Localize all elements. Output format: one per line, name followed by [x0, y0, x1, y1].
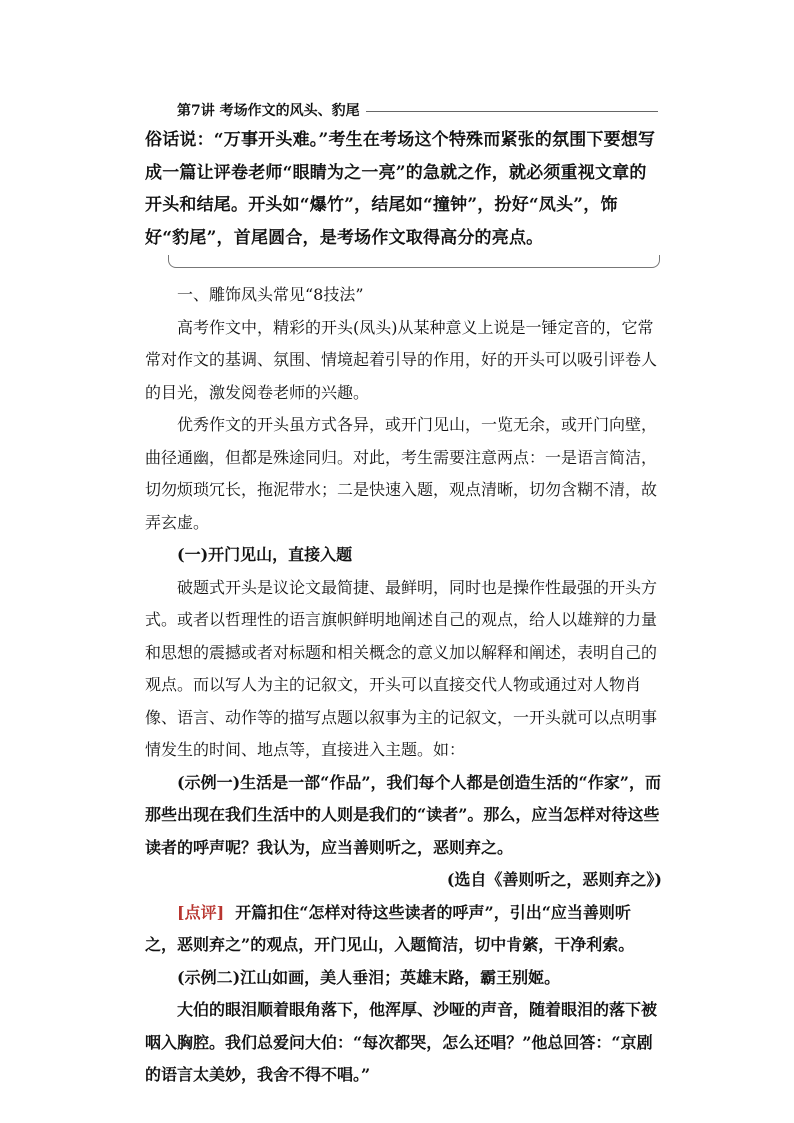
comment-paragraph — [145, 897, 662, 962]
example-one-source: (选自《善则听之，恶则弃之》) — [446, 870, 662, 889]
example-two-heading: (示例二)江山如画，美人垂泪；英雄末路，霸王别姬。 — [177, 967, 561, 987]
lecture-title: 第7讲 考场作文的风头、豹尾 — [177, 103, 360, 119]
intro-paragraph: 俗话说：“万事开头难。”考生在考场这个特殊而紧张的氛围下要想写成一篇让评卷老师“眼睛为之一亮”的急就之作，就必须重视文章的开头和结尾。开头如“爆竹”，结尾如“撞钟”，扮好“凤头”，饰好“豹尾”，首尾圆合，是考场作文取得高分的亮点。 — [145, 130, 656, 248]
example-one: (示例一)生活是一部“作品”，我们每个人都是创造生活的“作家”，而那些出现在我们生活中的人则是我们的“读者”。那么，应当怎样对待这些读者的呼声呢？我认为，应当善则听之，恶则弃之。 — [145, 772, 661, 857]
comment-label: [点评] — [177, 902, 225, 922]
comment-text: 开篇扣住“怎样对待这些读者的呼声”，引出“应当善则听之，恶则弃之”的观点，开门见山，入题简洁，切中肯綮，干净利索。 — [145, 902, 635, 954]
subsection-heading: (一)开门见山，直接入题 — [177, 545, 353, 564]
body-paragraph-1: 高考作文中，精彩的开头(凤头)从某种意义上说是一锤定音的，它常常对作文的基调、氛围、情境起着引导的作用，好的开头可以吸引评卷人的目光，激发阅卷老师的兴趣。 — [145, 317, 658, 402]
section-heading: 一、雕饰凤头常见“8技法” — [177, 285, 364, 304]
lecture-header — [168, 100, 658, 120]
body-paragraph-3: 破题式开头是议论文最简捷、最鲜明，同时也是操作性最强的开头方式。或者以哲理性的语言旗帜鲜明地阐述自己的观点，给人以雄辩的力量和思想的震撼或者对标题和相关概念的意义加以解释和阐述，表明自己的观点。而以写人为主的记叙文，开头可以直接交代人物或通过对人物肖像、语言、动作等的描写点题以叙事为主的记叙文，一开头就可以点明事情发生的时间、地点等，直接进入主题。如： — [145, 577, 658, 759]
intro-box-border — [168, 255, 660, 268]
main-body — [145, 279, 662, 1092]
header-rule — [366, 111, 658, 112]
body-paragraph-2: 优秀作文的开头虽方式各异，或开门见山，一览无余，或开门向壁，曲径通幽，但都是殊途同归。对此，考生需要注意两点：一是语言简洁，切勿烦琐冗长，拖泥带水；二是快速入题，观点清晰，切勿含糊不清，故弄玄虚。 — [145, 415, 658, 532]
example-two-body: 大伯的眼泪顺着眼角落下，他浑厚、沙哑的声音，随着眼泪的落下被咽入胸腔。我们总爱问大伯：“每次都哭，怎么还唱？”他总回答：“京剧的语言太美妙，我舍不得不唱。” — [145, 1000, 658, 1084]
